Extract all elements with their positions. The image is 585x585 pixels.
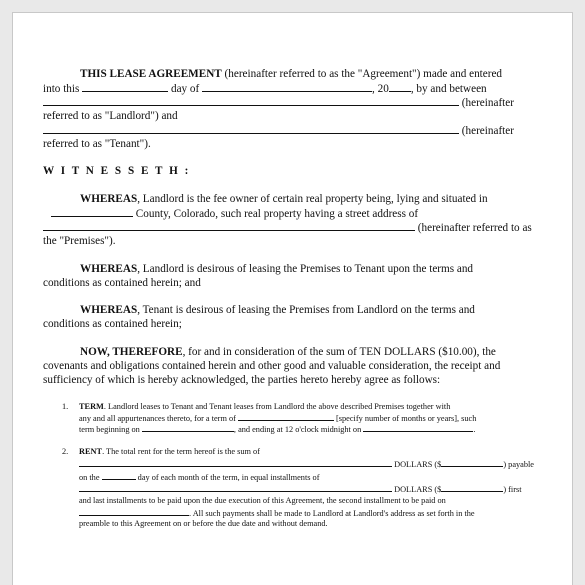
whereas-1-line-3: (hereinafter referred to as: [43, 221, 532, 235]
whereas-3-line-1: WHEREAS, Tenant is desirous of leasing the Premises from Landlord on the terms and: [80, 304, 475, 316]
term-line-3: term beginning on , and ending at 12 o'clock midnight on .: [79, 425, 476, 434]
whereas-1-line-1: WHEREAS, Landlord is the fee owner of certain real property being, lying and situated in: [80, 193, 488, 205]
now-therefore-line-2: covenants and obligations contained herein and other good and valuable consideration, the receipt and: [43, 360, 501, 372]
whereas-1-line-2: County, Colorado, such real property having a street address of: [51, 207, 418, 221]
intro-line-6: referred to as "Tenant").: [43, 138, 151, 150]
rent-line-7: preamble to this Agreement on or before the due date and without demand.: [79, 519, 328, 528]
whereas-3-line-2: conditions as contained herein;: [43, 318, 182, 330]
month-blank[interactable]: [202, 82, 372, 92]
rent-line-3: on the day of each month of the term, in equal installments of: [79, 473, 320, 482]
term-line-2: any and all appurtenances thereto, for a term of [specify number of months or years], such: [79, 414, 477, 423]
whereas-2-line-1: WHEREAS, Landlord is desirous of leasing the Premises to Tenant upon the terms and: [80, 263, 474, 275]
term-end-blank[interactable]: [363, 424, 473, 432]
installment-amount-blank[interactable]: [441, 484, 503, 492]
rent-number: 2.: [62, 447, 69, 456]
rent-amount-blank[interactable]: [441, 459, 503, 467]
lease-document: [12, 12, 573, 585]
second-installment-date-blank[interactable]: [79, 508, 189, 516]
street-address-blank[interactable]: [43, 221, 415, 231]
intro-line-4: referred to as "Landlord") and: [43, 110, 178, 122]
term-start-blank[interactable]: [142, 424, 234, 432]
rent-due-day-blank[interactable]: [102, 472, 136, 480]
county-blank[interactable]: [51, 207, 133, 217]
term-number: 1.: [62, 402, 69, 411]
day-blank[interactable]: [82, 82, 168, 92]
intro-line-3: (hereinafter: [43, 96, 514, 110]
now-therefore-line-1: NOW, THEREFORE, for and in consideration of the sum of TEN DOLLARS ($10.00), the: [80, 346, 496, 358]
rent-line-5: and last installments to be paid upon the due execution of this Agreement, the second installment to be paid on: [79, 496, 446, 505]
whereas-2-line-2: conditions as contained herein; and: [43, 277, 201, 289]
whereas-1-line-4: the "Premises").: [43, 235, 116, 247]
year-blank[interactable]: [389, 82, 411, 92]
term-length-blank[interactable]: [238, 413, 334, 421]
intro-line-5: (hereinafter: [43, 124, 514, 138]
tenant-name-blank[interactable]: [43, 124, 459, 134]
term-line-1: TERM. Landlord leases to Tenant and Tenant leases from Landlord the above described Premises together with: [79, 402, 451, 411]
rent-line-2: DOLLARS ($ ) payable: [79, 459, 534, 470]
rent-words-blank[interactable]: [79, 459, 392, 467]
rent-line-4: DOLLARS ($ ) first: [79, 484, 522, 495]
now-therefore-line-3: sufficiency of which is hereby acknowledged, the parties hereto hereby agree as follows:: [43, 374, 441, 386]
rent-line-1: RENT. The total rent for the term hereof is the sum of: [79, 447, 260, 456]
rent-line-6: . All such payments shall be made to Landlord at Landlord's address as set forth in the: [79, 508, 475, 519]
intro-line-1: THIS LEASE AGREEMENT (hereinafter referred to as the "Agreement") made and entered: [80, 68, 503, 80]
intro-line-2: into this day of , 20 , by and between: [43, 83, 487, 95]
installment-words-blank[interactable]: [79, 484, 392, 492]
witnesseth-heading: W I T N E S S E T H :: [43, 165, 191, 177]
landlord-name-blank[interactable]: [43, 96, 459, 106]
